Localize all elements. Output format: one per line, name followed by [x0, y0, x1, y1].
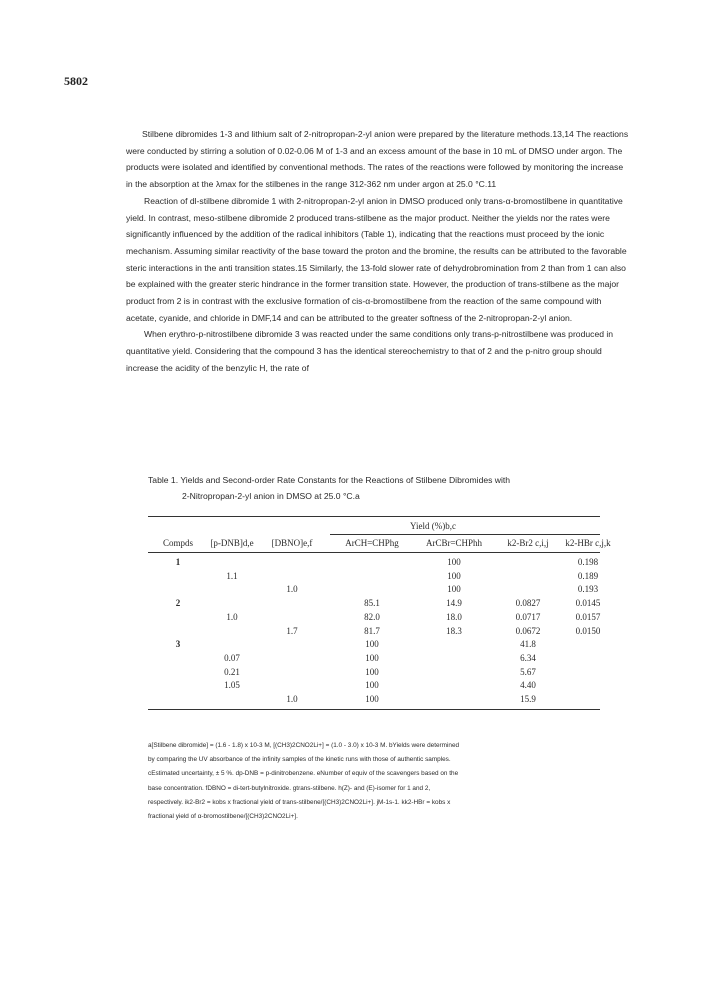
compound-id: 2: [175, 598, 181, 609]
table-cell: 18.3: [446, 625, 462, 636]
table-cell: 1.0: [226, 611, 238, 622]
column-header: k2-HBr c,j,k: [565, 538, 611, 548]
table-cell: 0.198: [577, 557, 599, 567]
yield-group-header: Yield (%)b,c: [410, 521, 456, 531]
paragraph-3: When erythro-p-nitrostilbene dibromide 3 was reacted under the same conditions only trans-p-nitrostilbene was produced in quantitative yield. Considering that the compound 3 has the identical stereochemistry to that of 2 and the p-nitro group should increase the acidity of the benzylic H, the rate of: [126, 329, 614, 373]
page-number: 5802: [64, 74, 88, 88]
table-cell: 1.7: [286, 625, 298, 636]
table-cell: 100: [447, 570, 461, 581]
table-cell: 1.0: [286, 584, 298, 595]
table-caption-line-1: Table 1. Yields and Second-order Rate Constants for the Reactions of Stilbene Dibromides with: [148, 475, 511, 485]
paragraph-1: Stilbene dibromides 1-3 and lithium salt of 2-nitropropan-2-yl anion were prepared by the literature methods.13,14 The reactions were conducted by stirring a solution of 0.02-0.06 M of 1-3 and an excess amount of the base in 10 mL of DMSO under argon. The products were isolated and identified by conventional methods. The rates of the reactions were followed by monitoring the increase in the absorption at the λmax for the stilbenes in the range 312-362 nm under argon at 25.0 °C.11: [126, 129, 629, 190]
table-cell: 5.67: [520, 666, 536, 677]
column-header: ArCH=CHPhg: [345, 538, 399, 548]
table-cell: 82.0: [364, 611, 380, 622]
table-cell: 0.0717: [515, 611, 541, 622]
table-cell: 100: [365, 666, 379, 677]
column-header: [p-DNB]d,e: [210, 538, 254, 548]
table-cell: 0.193: [577, 584, 599, 595]
table-cell: 1.1: [226, 570, 238, 581]
footnote-line-4: base concentration. fDBNO = di-tert-butylnitroxide. gtrans-stilbene. h(Z)- and (E)-isomer for 1 and 2,: [148, 784, 431, 792]
table-cell: 100: [447, 557, 461, 567]
table-cell: 0.0157: [575, 611, 601, 622]
table-cell: 14.9: [446, 598, 462, 609]
compound-id: 1: [175, 557, 181, 567]
column-header: Compds: [162, 538, 194, 548]
table-cell: 0.0672: [515, 625, 541, 636]
footnote-line-3: cEstimated uncertainty, ± 5 %. dp-DNB = p-dinitrobenzene. eNumber of equiv of the scavengers based on the: [148, 770, 459, 778]
table-cell: 81.7: [364, 625, 380, 636]
column-header: [DBNO]e,f: [271, 538, 313, 548]
table-footnotes: [148, 739, 628, 824]
table-cell: 1.05: [224, 680, 240, 691]
table-cell: 100: [447, 584, 461, 595]
table-cell: 100: [365, 680, 379, 691]
table-cell: 0.21: [224, 666, 240, 677]
table-cell: 0.0150: [575, 625, 601, 636]
table-cell: 41.8: [520, 639, 536, 650]
table-cell: 4.40: [520, 680, 536, 691]
table-cell: 15.9: [520, 694, 536, 704]
column-header: ArCBr=CHPhh: [425, 538, 483, 548]
column-header: k2-Br2 c,i,j: [507, 538, 549, 548]
table-caption-line-2: 2-Nitropropan-2-yl anion in DMSO at 25.0 °C.a: [182, 490, 360, 501]
table-cell: 100: [365, 694, 379, 704]
compound-id: 3: [175, 639, 181, 650]
paragraph-2: Reaction of dl-stilbene dibromide 1 with 2-nitropropan-2-yl anion in DMSO produced only trans-α-bromostilbene in quantitative yield. In contrast, meso-stilbene dibromide 2 produced trans-stilbene as the major product. Neither the yields nor the rates were significantly influenced by the addition of the radical inhibitors (Table 1), indicating that the reactions must proceed by the ionic mechanism. Assuming similar reactivity of the base toward the proton and the bromine, the results can be attributed to the favorable steric interactions in the anti transition states.15 Similarly, the 13-fold slower rate of dehydrobromination from 2 than from 1 can also be explained with the greater steric hindrance in the former transition state. However, the production of trans-stilbene as the major product from 2 is in contrast with the exclusive formation of cis-α-bromostilbene from the reaction of the same compound with acetate, cyanide, and chloride in DMF,14 and can be attributed to the greater softness of the 2-nitropropan-2-yl anion.: [126, 195, 627, 323]
table-cell: 0.189: [577, 570, 599, 581]
table-cell: 0.07: [224, 652, 240, 663]
footnote-line-2: by comparing the UV absorbance of the infinity samples of the kinetic runs with those of authentic samples.: [148, 756, 451, 764]
table-cell: 0.0827: [515, 598, 541, 609]
footnote-line-1: a[Stilbene dibromide] = (1.6 - 1.8) x 10-3 M, [(CH3)2CNO2Li+] = (1.0 - 3.0) x 10-3 M. bYields were determined: [148, 742, 460, 749]
table-cell: 100: [365, 639, 379, 650]
footnote-line-5: respectively. ik2-Br2 = kobs x fractional yield of trans-stilbene/[(CH3)2CNO2Li+]. jM-1s-1. kk2-HBr = kobs x: [148, 798, 451, 806]
table-cell: 1.0: [286, 694, 298, 704]
table-cell: 0.0145: [575, 598, 601, 609]
footnote-line-6: fractional yield of α-bromostilbene/[(CH3)2CNO2Li+].: [148, 813, 298, 821]
table-cell: 100: [365, 652, 379, 663]
table-cell: 6.34: [520, 652, 536, 663]
table-cell: 85.1: [364, 598, 380, 609]
table-cell: 18.0: [446, 611, 462, 622]
